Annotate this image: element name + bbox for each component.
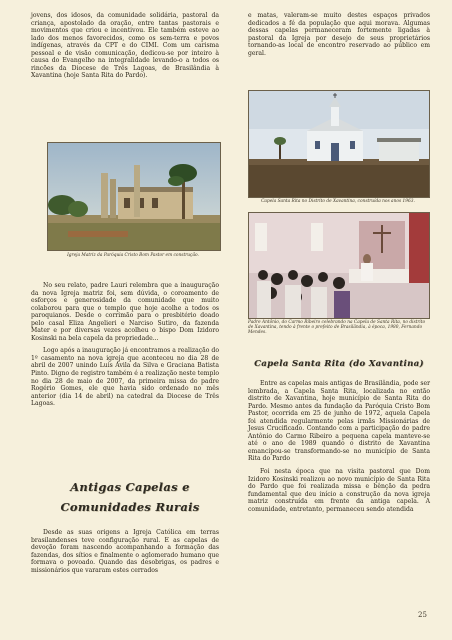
paragraph: Logo após a inauguração já encontramos a realização do 1º casamento na nova igreja que aconteceu no dia 28 de abril de 2007 unindo Luis Ávila da Silva e Graciana Batista Pinto. Digno de registro também é a realização neste templo no dia 28 de maio de 2007, da primeira missa do padre Rogério Gomes, ele que havia sido ordenado no mês anterior (dia 14 de abril) na catedral da Diocese de Três Lagoas. bbox=[31, 347, 219, 408]
page-number: 25 bbox=[418, 611, 427, 619]
mass-photo bbox=[248, 212, 430, 319]
chapel-caption: Capela Santa Rita no Distrito de Xavantina, construída nos anos 1963. bbox=[261, 199, 415, 204]
mass-illustration bbox=[249, 213, 429, 318]
right-column-top bbox=[248, 12, 430, 62]
chapel-photo bbox=[248, 90, 430, 198]
paragraph: Desde as suas origens a Igreja Católica em terras brasilandenses teve configuração rural. E as capelas de devoção foram nascendo acompanhando a formação das fazendas, dos sítios e finalmente o aglomerado humano que formava o povoado. Quando das desobrigas, os padres e missionários que vararam estes cerrados bbox=[31, 529, 219, 574]
heading-line: Comunidades Rurais bbox=[60, 500, 200, 514]
church-construction-photo bbox=[47, 142, 221, 251]
left-column-middle bbox=[31, 282, 219, 413]
heading-line: Antigas Capelas e bbox=[70, 480, 190, 494]
right-column-bottom bbox=[248, 380, 430, 518]
section-heading-capela-santa-rita: Capela Santa Rita (do Xavantina) bbox=[254, 359, 424, 369]
left-column-top bbox=[31, 12, 219, 85]
mass-caption: Padre Antônio, do Carmo Ribeiro celebrando na Capela de Santa Rita, no distrito de Xavantina, tendo à frente o prefeito de Brasilândia, à época, 1980, Fernando Mendes. bbox=[248, 320, 426, 336]
paragraph: e matas, valeram-se muito destes espaços privados dedicados a fé da população que aqui morava. Algumas dessas capelas permaneceram fortemente ligadas à pastoral da Igreja por desejo de seus proprietários tornando-as local de encontro reservado ao público em geral. bbox=[248, 12, 430, 57]
paragraph: jovens, dos idosos, da comunidade solidária, pastoral da criança, apostolado da oração, entre tantas pastorais e movimentos que criou e incentivou. Ele também esteve ao lado dos menos favorecidos, como os sem-terra e povos indígenas, através da CPT e do CIMI. Com um carisma pessoal e de visão comunicação, dedicou-se por inteiro à causa do Evangelho na integralidade levando-o a todos os rincões da Diocese de Três Lagoas, de Brasilândia à Xavantina (hoje Santa Rita do Pardo). bbox=[31, 12, 219, 80]
paragraph: No seu relato, padre Lauri relembra que a inauguração da nova Igreja matriz foi, sem dúvida, o coroamento de esforços e generosidade da comunidade que muito colaborou para que o templo que hoje acolhe a todos os paroquianos. Desde o corrimão para o presbitério doado pelo casal Eliza Angelieri e Narciso Sutiro, da fazenda Mater e por diversas vezes acolheu o bispo Dom Izidoro Kosinski na bela capela da propriedade... bbox=[31, 282, 219, 342]
paragraph: Entre as capelas mais antigas de Brasilândia, pode ser lembrada, a Capela Santa Rita, localizada no então distrito de Xavantina, hoje município de Santa Rita do Pardo. Mesmo antes da fundação da Paróquia Cristo Bom Pastor, ocorrida em 25 de junho de 1972, aquela Capela foi atendida regularmente pelas irmãs Missionárias de Jesus Crucificado. Contando com a participação do padre Antônio do Carmo Ribeiro a pequena capela manteve-se até o ano de 1989 quando o distrito de Xavantina emancipou-se transformando-se no município de Santa Rita do Pardo bbox=[248, 380, 430, 463]
section-heading-antigas-capelas bbox=[40, 477, 220, 517]
paragraph: Foi nesta época que na visita pastoral que Dom Izidoro Kosinski realizou ao novo município de Santa Rita do Pardo que foi realizada missa e bênção da pedra fundamental que deu início a construção da nova igreja matriz construída em frente da antiga capela. A comunidade, entretanto, permaneceu sendo atendida bbox=[248, 468, 430, 513]
left-column-bottom bbox=[31, 529, 219, 579]
church-construction-caption: Igreja Matriz da Paróquia Cristo Bom Pastor em construção. bbox=[67, 253, 199, 258]
church-construction-illustration bbox=[48, 143, 220, 250]
chapel-illustration bbox=[249, 91, 429, 197]
